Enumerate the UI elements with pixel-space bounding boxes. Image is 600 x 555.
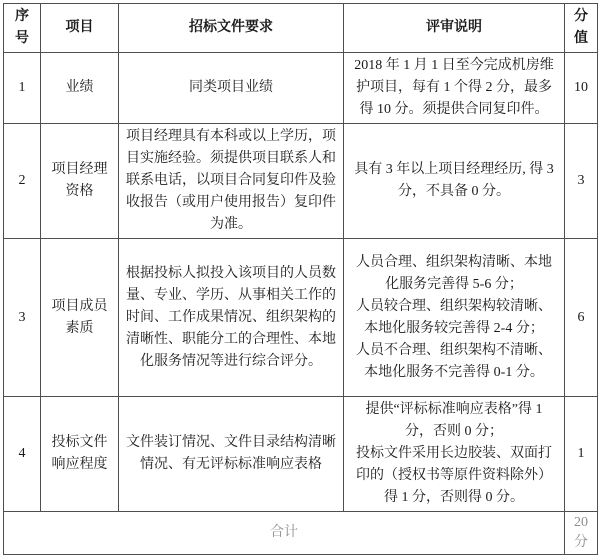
review-text: 投标文件采用长边胶装、双面打印的（授权书等原件资料除外）得 1 分，否则得 0 分。 <box>356 446 552 505</box>
col-header-score <box>565 4 598 53</box>
col-header-item: 项目 <box>41 4 119 53</box>
review-text: 具有 3 年以上项目经理经历, 得 3 分，不具备 0 分。 <box>354 162 554 199</box>
cell-no: 2 <box>4 124 41 239</box>
score-header-label: 分值 <box>574 9 588 46</box>
header-row <box>4 4 598 53</box>
requirement-text: 文件装订情况、文件目录结构清晰情况、有无评标标准响应表格 <box>126 435 336 472</box>
cell-no: 1 <box>4 53 41 124</box>
col-header-review: 评审说明 <box>344 4 565 53</box>
cell-review <box>344 53 565 124</box>
cell-item <box>41 239 119 397</box>
requirement-text: 根据投标人拟投入该项目的人员数量、专业、学历、从事相关工作的时间、工作成果情况、组织架构的清晰性、职能分工的合理性、本地化服务情况等进行综合评分。 <box>126 265 336 369</box>
cell-requirement <box>119 53 344 124</box>
total-label: 合计 <box>4 512 565 555</box>
cell-requirement <box>119 397 344 512</box>
table-row-2 <box>4 124 598 239</box>
col-header-no: 序号 <box>4 4 41 53</box>
cell-requirement <box>119 124 344 239</box>
cell-review <box>344 397 565 512</box>
cell-no: 4 <box>4 397 41 512</box>
total-score: 20 分 <box>565 512 598 555</box>
review-text: 人员合理、组织架构清晰、本地化服务完善得 5-6 分； <box>356 254 552 292</box>
cell-score: 3 <box>565 124 598 239</box>
cell-score: 1 <box>565 397 598 512</box>
cell-score: 10 <box>565 53 598 124</box>
cell-review <box>344 239 565 397</box>
total-row <box>4 512 598 555</box>
cell-no: 3 <box>4 239 41 397</box>
review-text: 提供“评标标准响应表格”得 1 分，否则 0 分； <box>365 402 543 439</box>
col-header-requirement: 招标文件要求 <box>119 4 344 53</box>
cell-review <box>344 124 565 239</box>
evaluation-table <box>3 3 598 555</box>
item-label: 业绩 <box>65 80 94 95</box>
table-row-3 <box>4 239 598 397</box>
item-label: 项目成员素质 <box>51 298 108 336</box>
cell-score: 6 <box>565 239 598 397</box>
cell-requirement <box>119 239 344 397</box>
review-text: 2018 年 1 月 1 日至今完成机房维护项目，每有 1 个得 2 分，最多得 10 分。须提供合同复印件。 <box>354 58 554 117</box>
table-row-4 <box>4 397 598 512</box>
item-label: 项目经理资格 <box>51 162 108 199</box>
item-label: 投标文件响应程度 <box>51 435 108 472</box>
requirement-text: 项目经理具有本科或以上学历，项目实施经验。须提供项目联系人和联系电话，以项目合同复印件及验收报告（或用户使用报告）复印件为准。 <box>126 129 336 232</box>
cell-item <box>41 124 119 239</box>
cell-item <box>41 397 119 512</box>
requirement-text: 同类项目业绩 <box>189 80 273 95</box>
table-row-1 <box>4 53 598 124</box>
review-text: 人员不合理、组织架构不清晰、本地化服务不完善得 0-1 分。 <box>356 342 552 380</box>
review-text: 人员较合理、组织架构较清晰、本地化服务较完善得 2-4 分； <box>356 298 552 336</box>
cell-item <box>41 53 119 124</box>
